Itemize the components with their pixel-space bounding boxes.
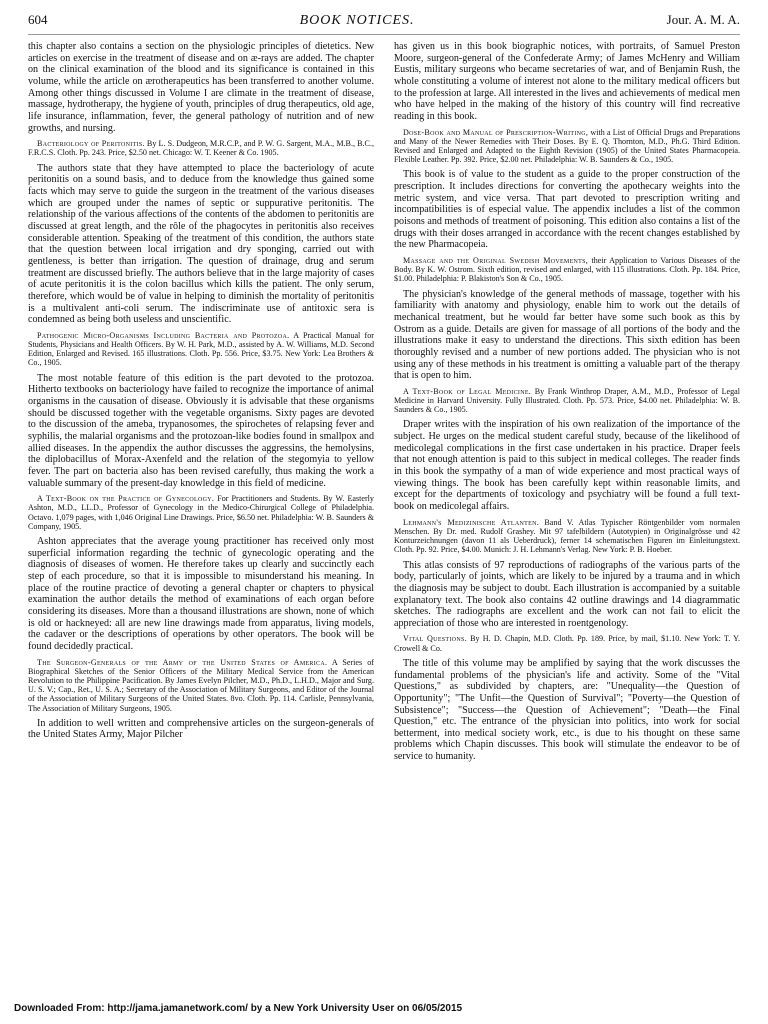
book-details: A Series of Biographical Sketches of the Senior Officers of the Military Medical Service from the American Revolution to the Philippine Pacification. By James Evelyn Pilcher, M.D., Ph.D., L.H.D., Major and Surg. U. S. V.; Cap., Ret., U. S. A.; Secretary of the Association of Military Surgeons, and Editor of the Journal of the Association of Military Surgeons of the United States. 8vo. Cloth. Pp. 114. Carlisle, Pennsylvania, The Association of Military Surgeons, 1905. (28, 657, 374, 713)
book-title: Massage and the Original Swedish Movements, (403, 256, 589, 265)
book-reference (394, 128, 740, 165)
book-title: A Text-Book on the Practice of Gynecology. (37, 494, 215, 504)
book-details: Band V. Atlas Typischer Röntgenbilder vom normalen Menschen. By Dr. med. Rudolf Grashey. Mit 97 tafelbildern (Autotypien) in Originalgrösse und 42 Konturzeichnungen (davon 11 als Ueberdruck), ferner 14 schematischen Figuren im Einleitungstext. Cloth. Pp. 92. Price, $4.00. Munich: J. H. Lehmann's Verlag. New York: P. B. Hoeber. (394, 517, 740, 555)
book-title: Vital Questions. (403, 634, 467, 644)
book-details: their Application to Various Diseases of the Body. By K. W. Ostrom. Sixth edition, revised and enlarged, with 115 illustrations. Cloth. Pp. 184. Price, $1.00. Philadelphia: P. Blakiston's Son & Co., 1905. (394, 256, 740, 284)
section-title: BOOK NOTICES. (299, 13, 415, 28)
book-details: with a List of Official Drugs and Preparations and Many of the Newer Remedies with Their Doses. By E. Q. Thornton, M.D., Ph.G. Third Edition. Revised and Enlarged and Adapted to the Eighth Revision (1905) of the United States Pharmacopeia. Flexible Leather. Pp. 392. Price, $2.00 net. Philadelphia: W. B. Saunders & Co., 1905. (394, 127, 741, 165)
book-reference (28, 139, 374, 157)
book-reference (394, 387, 740, 415)
right-column (394, 41, 740, 767)
review-paragraph: Draper writes with the inspiration of his own realization of the importance of the subject. He urges on the medical student careful study, because of the likelihood of medicolegal complications in the first case undertaken in his practice. Draper feels that not enough attention is paid to this subject in medical colleges. The reader finds in this book the sympathy of a man of wide experience and most practical ways of viewing things. The book has been carefully kept within reasonable limits, and except for the departments of toxicology and psychiatry will be found a full text-book on medicolegal affairs. (394, 419, 740, 513)
left-column (28, 41, 374, 767)
download-footer: Downloaded From: http://jama.jamanetwork.com/ by a New York University User on 06/05/2015 (14, 1003, 463, 1014)
review-paragraph: The most notable feature of this edition is the part devoted to the protozoa. Hitherto textbooks on bacteriology have failed to recognize the importance of animal organisms in the causation of disease. Obviously it is advisable that these organisms should be discussed together with the vegetable organisms. Sixty pages are devoted to the discussion of the ameba, trypanosomes, the spirochetes of relapsing fever and syphilis, the malarial organisms and the protozoan-like bodies found in smallpox and allied diseases. In the appendix the author discusses the aggressins, the hemolysins, the diplobacillus of Morax-Axenfeld and the relation of the stegomyia to yellow fever. The part on bacteria also has been revised carefully, thus making the work a valuable summary of the present-day knowledge in this field of medicine. (28, 372, 374, 489)
book-reference (394, 256, 740, 284)
book-details: A Practical Manual for Students, Physicians and Health Officers. By W. H. Park, M.D., assisted by A. W. Williams, M.D. Second Edition, Enlarged and Revised. 165 illustrations. Cloth. Pp. 556. Price, $3.75. New York: Lea Brothers & Co., 1905. (28, 330, 374, 368)
review-paragraph: The authors state that they have attempted to place the bacteriology of acute peritonitis on a sound basis, and to deduce from the knowledge thus gained some facts which may serve to guide the surgeon in the treatment of the various diseases which are grouped under the names of septic or suppurative peritonitis. The relationship of the various affections of the contents of the abdomen to peritonitis are discussed at great length, and the rôle of the phagocytes in peritonitis also receives considerable attention. Speaking of the treatment of this condition, the authors state that the question between local irrigation and dry sponging, carried out with gentleness, is better than irrigation. The question of drainage, drug and serum treatment are discussed briefly. The authors believe that in the large majority of cases of acute peritonitis it is the colon bacillus which kills the patient. The only serum, therefore, which would be of value in helping to diminish the mortality of peritonitis is a multivalent anti-coli serum. The indiscriminate use of antitoxic sera is condemned as being both useless and unscientific. (28, 162, 374, 326)
review-paragraph: The title of this volume may be amplified by saying that the work discusses the fundamental problems of the physician's life and activity. Some of the "Vital Questions," as subdivided by chapters, are: "Unequality—the Question of Opportunity"; "The Unfit—the Question of Survival"; "Poverty—the Question of Subsistence"; "Success—the Question of Achievement"; "Death—the Final Question," etc. The entrance of the physician into politics, into work for social betterment, into medical society work, etc., is due to his thought on these same problems which Chapin discusses. This book will stimulate the endeavor to be of service to humanity. (394, 657, 740, 763)
book-details: By Frank Winthrop Draper, A.M., M.D., Professor of Legal Medicine in Harvard University. Fully Illustrated. Cloth. Pp. 573. Price, $4.00 net. Philadelphia: W. B. Saunders & Co., 1905. (394, 386, 740, 415)
book-title: A Text-Book of Legal Medicine. (403, 386, 532, 396)
page-header (28, 12, 740, 35)
book-title: Lehmann's Medizinische Atlanten. (403, 517, 540, 527)
book-details: For Practitioners and Students. By W. Easterly Ashton, M.D., LL.D., Professor of Gynecology in the Medico-Chirurgical College of Philadelphia. Octavo. 1,079 pages, with 1,046 Original Line Drawings. Price, $6.50 net. Philadelphia: W. B. Saunders & Company, 1905. (28, 494, 374, 531)
book-reference (28, 494, 374, 531)
review-paragraph: This book is of value to the student as a guide to the proper construction of the prescription. It includes directions for converting the apothecary weights into the metric system, and vice versa. That part devoted to prescription writing and incompatibilities is of especial value. The appendix includes a list of the common poisons and methods of treatment of poisoning. This edition also contains a list of the drugs with their doses arranged in accordance with the recent changes established by the new Pharmacopeia. (394, 169, 740, 251)
book-details: By H. D. Chapin, M.D. Cloth. Pp. 189. Price, by mail, $1.10. New York: T. Y. Crowell & Co. (394, 634, 740, 653)
book-title: Bacteriology of Peritonitis. (37, 139, 145, 149)
book-reference (28, 331, 374, 368)
page (28, 12, 740, 767)
review-paragraph: The physician's knowledge of the general methods of massage, together with his familiarity with anatomy and physiology, enable him to work out the details of mechanical treatment, but he would far better have some such book as this by Ostrom as a guide. Details are given for massage of all portions of the body and the illustrations make it easy to understand the directions. This sixth edition has been thoroughly revised and a number of new portions added. The physician who is not using any of these methods in his treatment is omitting a valuable part of the therapy that is open to him. (394, 288, 740, 382)
journal-name: Jour. A. M. A. (666, 12, 740, 27)
review-paragraph: This atlas consists of 97 reproductions of radiographs of the various parts of the body, particularly of joints, which are likely to be injured by a trauma and in which the diagnosis may be subject to doubt. Each illustration is accompanied by a suitable explanatory text. The book also contains 42 outline drawings and 14 diagrammatic sketches. The radiographs are excellent and the work can not fail to elicit the appreciation of those who are interested in roentgenology. (394, 559, 740, 629)
review-paragraph: this chapter also contains a section on the physiologic principles of dietetics. New articles on exercise in the treatment of disease and on æ-rays are added. The chapter on the clinical examination of the blood and its significance is contained in this volume, while the article on ærotherapeutics has been transferred to another volume. Among other things discussed in Volume I are climate in the treatment of disease, massage, hydrotherapy, the hygiene of youth, principles of drug therapeutics, old age, life insurance, inflammation, fever, the general pathology of nutrition and of new growths, and nursing. (28, 41, 374, 134)
book-title: Pathogenic Micro-Organisms Including Bacteria and Protozoa. (37, 330, 290, 340)
book-reference (394, 518, 740, 555)
review-paragraph: has given us in this book biographic notices, with portraits, of Samuel Preston Moore, surgeon-general of the Confederate Army; of James McHenry and William Eustis, military surgeons who became secretaries of war, and of Benjamin Rush, the whole constituting a volume of interest not alone to the military medical officers but to the profession at large. All interested in the lives and achievements of medical men who have helped in the making of the history of this country will find recreative reading in this book. (394, 41, 740, 122)
book-reference (28, 658, 374, 713)
page-number: 604 (28, 12, 48, 27)
review-paragraph: In addition to well written and comprehensive articles on the surgeon-generals of the United States Army, Major Pilcher (28, 717, 374, 741)
book-title: Dose-Book and Manual of Prescription-Writing, (403, 127, 589, 137)
book-details: By L. S. Dudgeon, M.R.C.P., and P. W. G. Sargent, M.A., M.B., B.C., F.R.C.S. Cloth. Pp. 243. Price, $2.50 net. Chicago: W. T. Keener & Co. 1905. (28, 139, 374, 158)
review-paragraph: Ashton appreciates that the average young practitioner has received only most superficial information regarding the technic of gynecologic operating and the diagnosis of diseases of women. He therefore takes up clearly and succinctly each step of each procedure, so that it is impossible to misunderstand his meaning. In place of the routine practice of devoting a general chapter or chapters to physical examination the author details the method of examinations of each organ before considering its diseases. More than a thousand illustrations are shown, none of which is old or hackneyed: all are new line drawings made from apparatus, living models, the cadaver or the descriptions of operations by other operators. The book will be found decidedly practical. (28, 536, 374, 652)
book-reference (394, 634, 740, 652)
columns (28, 41, 740, 767)
book-title: The Surgeon-Generals of the Army of the United States of America. (37, 657, 328, 667)
